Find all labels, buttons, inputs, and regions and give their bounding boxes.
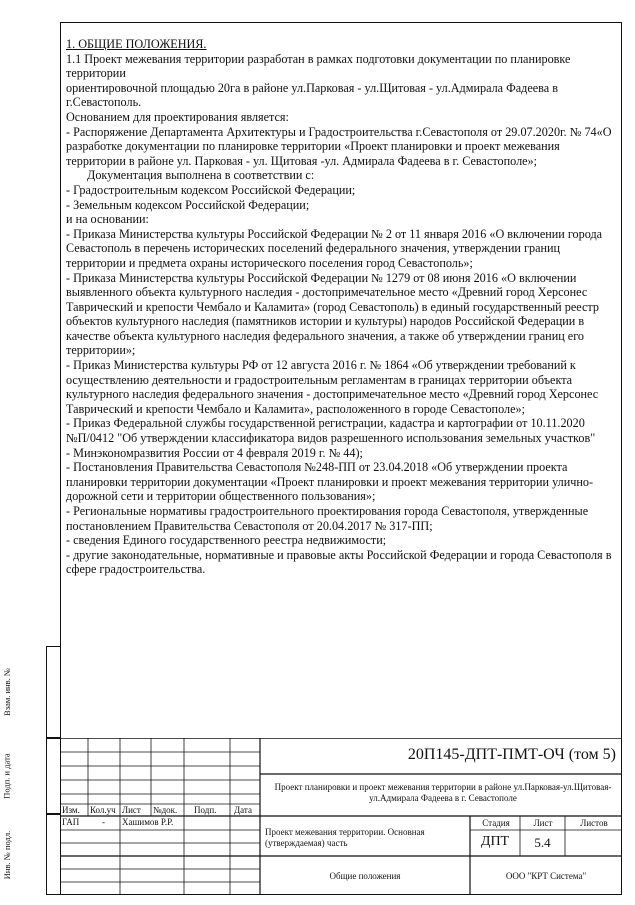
paragraph: - Приказ Министерства культуры РФ от 12 августа 2016 г. № 1864 «Об утверждении требований к осуществлению деятельности и градостроительным регламентам в границах территории объекта культурного наследия федерального значения - достопримечательное место «Древний город Херсонес Таврический и крепости Чембало и Каламита», расположенного в городе Севастополе»;: [66, 358, 599, 416]
sheet-title: Общие положения: [329, 871, 401, 881]
title-block: [60, 738, 622, 895]
sheet-value: 5.4: [534, 835, 551, 850]
paragraph: - Приказа Министерства культуры Российской Федерации № 2 от 11 января 2016 «О включении города Севастополь в перечень исторических поселений федерального значения, утверждении границ территории и предмета охраны исторического поселения город Севастополь»;: [66, 226, 603, 270]
paragraph: Документация выполнена в соответствии с:: [87, 168, 315, 183]
paragraph: и на основании:: [66, 212, 149, 227]
paragraph: Основанием для проектирования является:: [66, 109, 289, 124]
role-dash: -: [102, 817, 105, 827]
section-heading: 1. ОБЩИЕ ПОЛОЖЕНИЯ.: [66, 37, 207, 51]
section-title: Проект межевания территории. Основная (утверждаемая) часть: [265, 827, 425, 848]
paragraph: ориентировочной площадью 20га в районе ул.Парковая - ул.Щитовая - ул.Адмирала Фадеева в г.Севастополь.: [66, 80, 558, 110]
paragraph: - Градостроительным кодексом Российской Федерации;: [66, 182, 356, 197]
paragraph: - Земельным кодексом Российской Федерации;: [66, 197, 310, 212]
strip-vzam-cell: [46, 646, 60, 738]
stage-header: Стадия: [482, 818, 510, 828]
strip-inv-label: Инв. № подл.: [2, 830, 12, 879]
header-list: Лист: [122, 805, 141, 815]
strip-inv-cell: [46, 814, 60, 895]
strip-podp-label: Подп. и дата: [2, 753, 13, 799]
role-label: ГАП: [62, 817, 80, 827]
header-n-dok: №док.: [153, 805, 178, 815]
paragraph: - Приказ Федеральной службы государственной регистрации, кадастра и картографии от 10.11.2020 №П/0412 "Об утверждении классификатора видов разрешенного использования земельных участков": [66, 416, 596, 446]
document-code: 20П145-ДПТ-ПМТ-ОЧ (том 5): [407, 746, 616, 763]
paragraph-list: [66, 52, 618, 577]
project-name: Проект планировки и проект межевания территории в районе ул.Парковая-ул.Щитовая-ул.Адмирала Фадеева в г. Севастополе: [274, 782, 612, 803]
header-izm: Изм.: [62, 805, 80, 815]
stage-value: ДПТ: [480, 834, 510, 849]
header-data: Дата: [234, 805, 252, 815]
strip-podp-cell: [46, 738, 60, 814]
header-kol-uch: Кол.уч: [90, 805, 116, 815]
header-podp: Подп.: [194, 805, 217, 815]
paragraph: - другие законодательные, нормативные и правовые акты Российской Федерации и города Севастополя в сфере градостроительства.: [66, 547, 612, 577]
paragraph: - Постановления Правительства Севастополя №248-ПП от 23.04.2018 «Об утверждении проекта планировки территории документации «Проект планировки и проект межевания территории улично-дорожной сети и территории общественного пользования»;: [66, 460, 594, 504]
person-name: Хашимов Р.Р.: [122, 817, 174, 827]
company-name: ООО "КРТ Система": [505, 871, 587, 881]
paragraph: - Приказа Министерства культуры Российской Федерации № 1279 от 08 июня 2016 «О включении выявленного объекта культурного наследия - достопримечательное место «Древний город Херсонес Таврический и крепости Чембало и Каламита» (город Севастополь) в единый государственный реестр объектов культурного наследия (памятников истории и культуры) народов Российской Федерации в качестве объекта культурного наследия федерального значения, а также об утверждении границ его территории»;: [66, 270, 599, 358]
paragraph: - Региональные нормативы градостроительного проектирования города Севастополя, утвержденные постановлением Правительства Севастополя от 20.04.2017 № 317-ПП;: [66, 504, 589, 533]
document-body: [66, 37, 618, 577]
strip-vzam-label: Взам. инв. №: [2, 668, 12, 716]
paragraph: - Распоряжение Департамента Архитектуры и Градостроительства г.Севастополя от 29.07.2020г. № 74«О разработке документации по планировке территории «Проект планировки и проект межевания территории в районе ул. Парковая - ул. Щитовая -ул. Адмирала Фадеева в г. Севастополе»;: [66, 124, 612, 168]
paragraph: - Минэкономразвития России от 4 февраля 2019 г. № 44);: [66, 445, 363, 460]
sheets-header: Листов: [580, 818, 608, 828]
sheet-header: Лист: [533, 818, 553, 828]
paragraph: - сведения Единого государственного реестра недвижимости;: [66, 533, 387, 548]
paragraph: 1.1 Проект межевания территории разработан в рамках подготовки документации по планировке территории: [66, 51, 571, 81]
